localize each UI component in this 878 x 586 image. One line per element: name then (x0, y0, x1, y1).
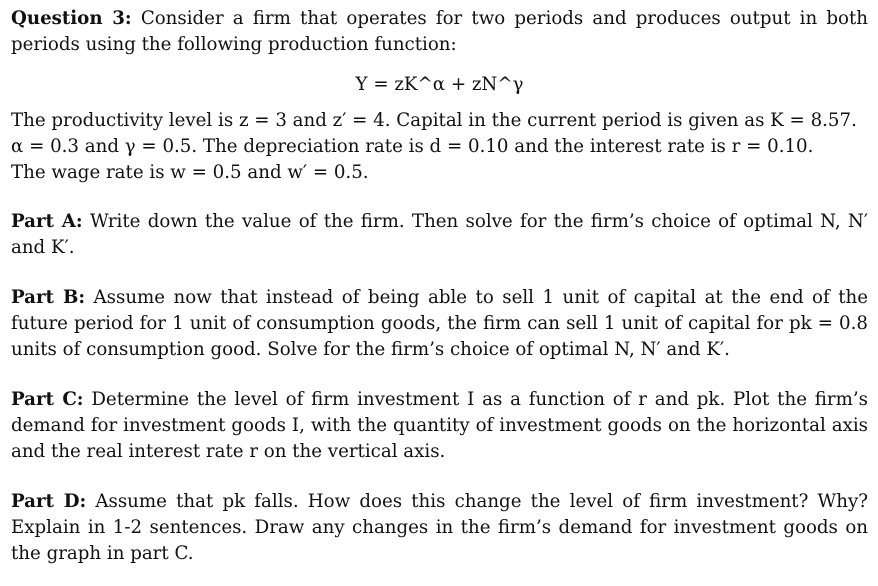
part-c-text: Determine the level of firm investment I as a function of r and pk. Plot the firm’s demand for investment goods I, with the quantity of investment goods on the horizontal axis and the real interest rate r on the vertical axis. (11, 389, 868, 462)
part-b-text: Assume now that instead of being able to sell 1 unit of capital at the end of the future period for 1 unit of consumption goods, the firm can sell 1 unit of capital for pk = 0.8 units of consumption good. Solve for the firm’s choice of optimal N, N′ and K′. (11, 287, 868, 360)
part-b-label: Part B: (11, 287, 86, 308)
production-function-equation (11, 72, 868, 98)
part-d-label: Part D: (11, 491, 87, 512)
question-text: Consider a firm that operates for two periods and produces output in both periods using the following production function: (11, 8, 868, 55)
part-a-label: Part A: (11, 211, 83, 232)
part-d-text: Assume that pk falls. How does this change the level of firm investment? Why? Explain in 1-2 sentences. Draw any changes in the firm’s demand for investment goods on the graph in part C. (11, 491, 868, 564)
question-label: Question 3: (11, 8, 132, 29)
part-a (11, 209, 868, 261)
given-line-1: The productivity level is z = 3 and z′ = 4. Capital in the current period is given as K = 8.57. (11, 110, 857, 131)
equation-text: Y = zK^α + zN^γ (355, 74, 524, 95)
question-paragraph (11, 6, 868, 58)
part-b (11, 285, 868, 363)
part-a-text: Write down the value of the firm. Then solve for the firm’s choice of optimal N, N′ and K′. (11, 211, 868, 258)
part-d (11, 489, 868, 567)
given-line-3: The wage rate is w = 0.5 and w′ = 0.5. (11, 162, 369, 183)
part-c (11, 387, 868, 465)
part-c-label: Part C: (11, 389, 84, 410)
given-line-2: α = 0.3 and γ = 0.5. The depreciation rate is d = 0.10 and the interest rate is r = 0.10. (11, 136, 814, 157)
given-values-paragraph (11, 108, 868, 186)
